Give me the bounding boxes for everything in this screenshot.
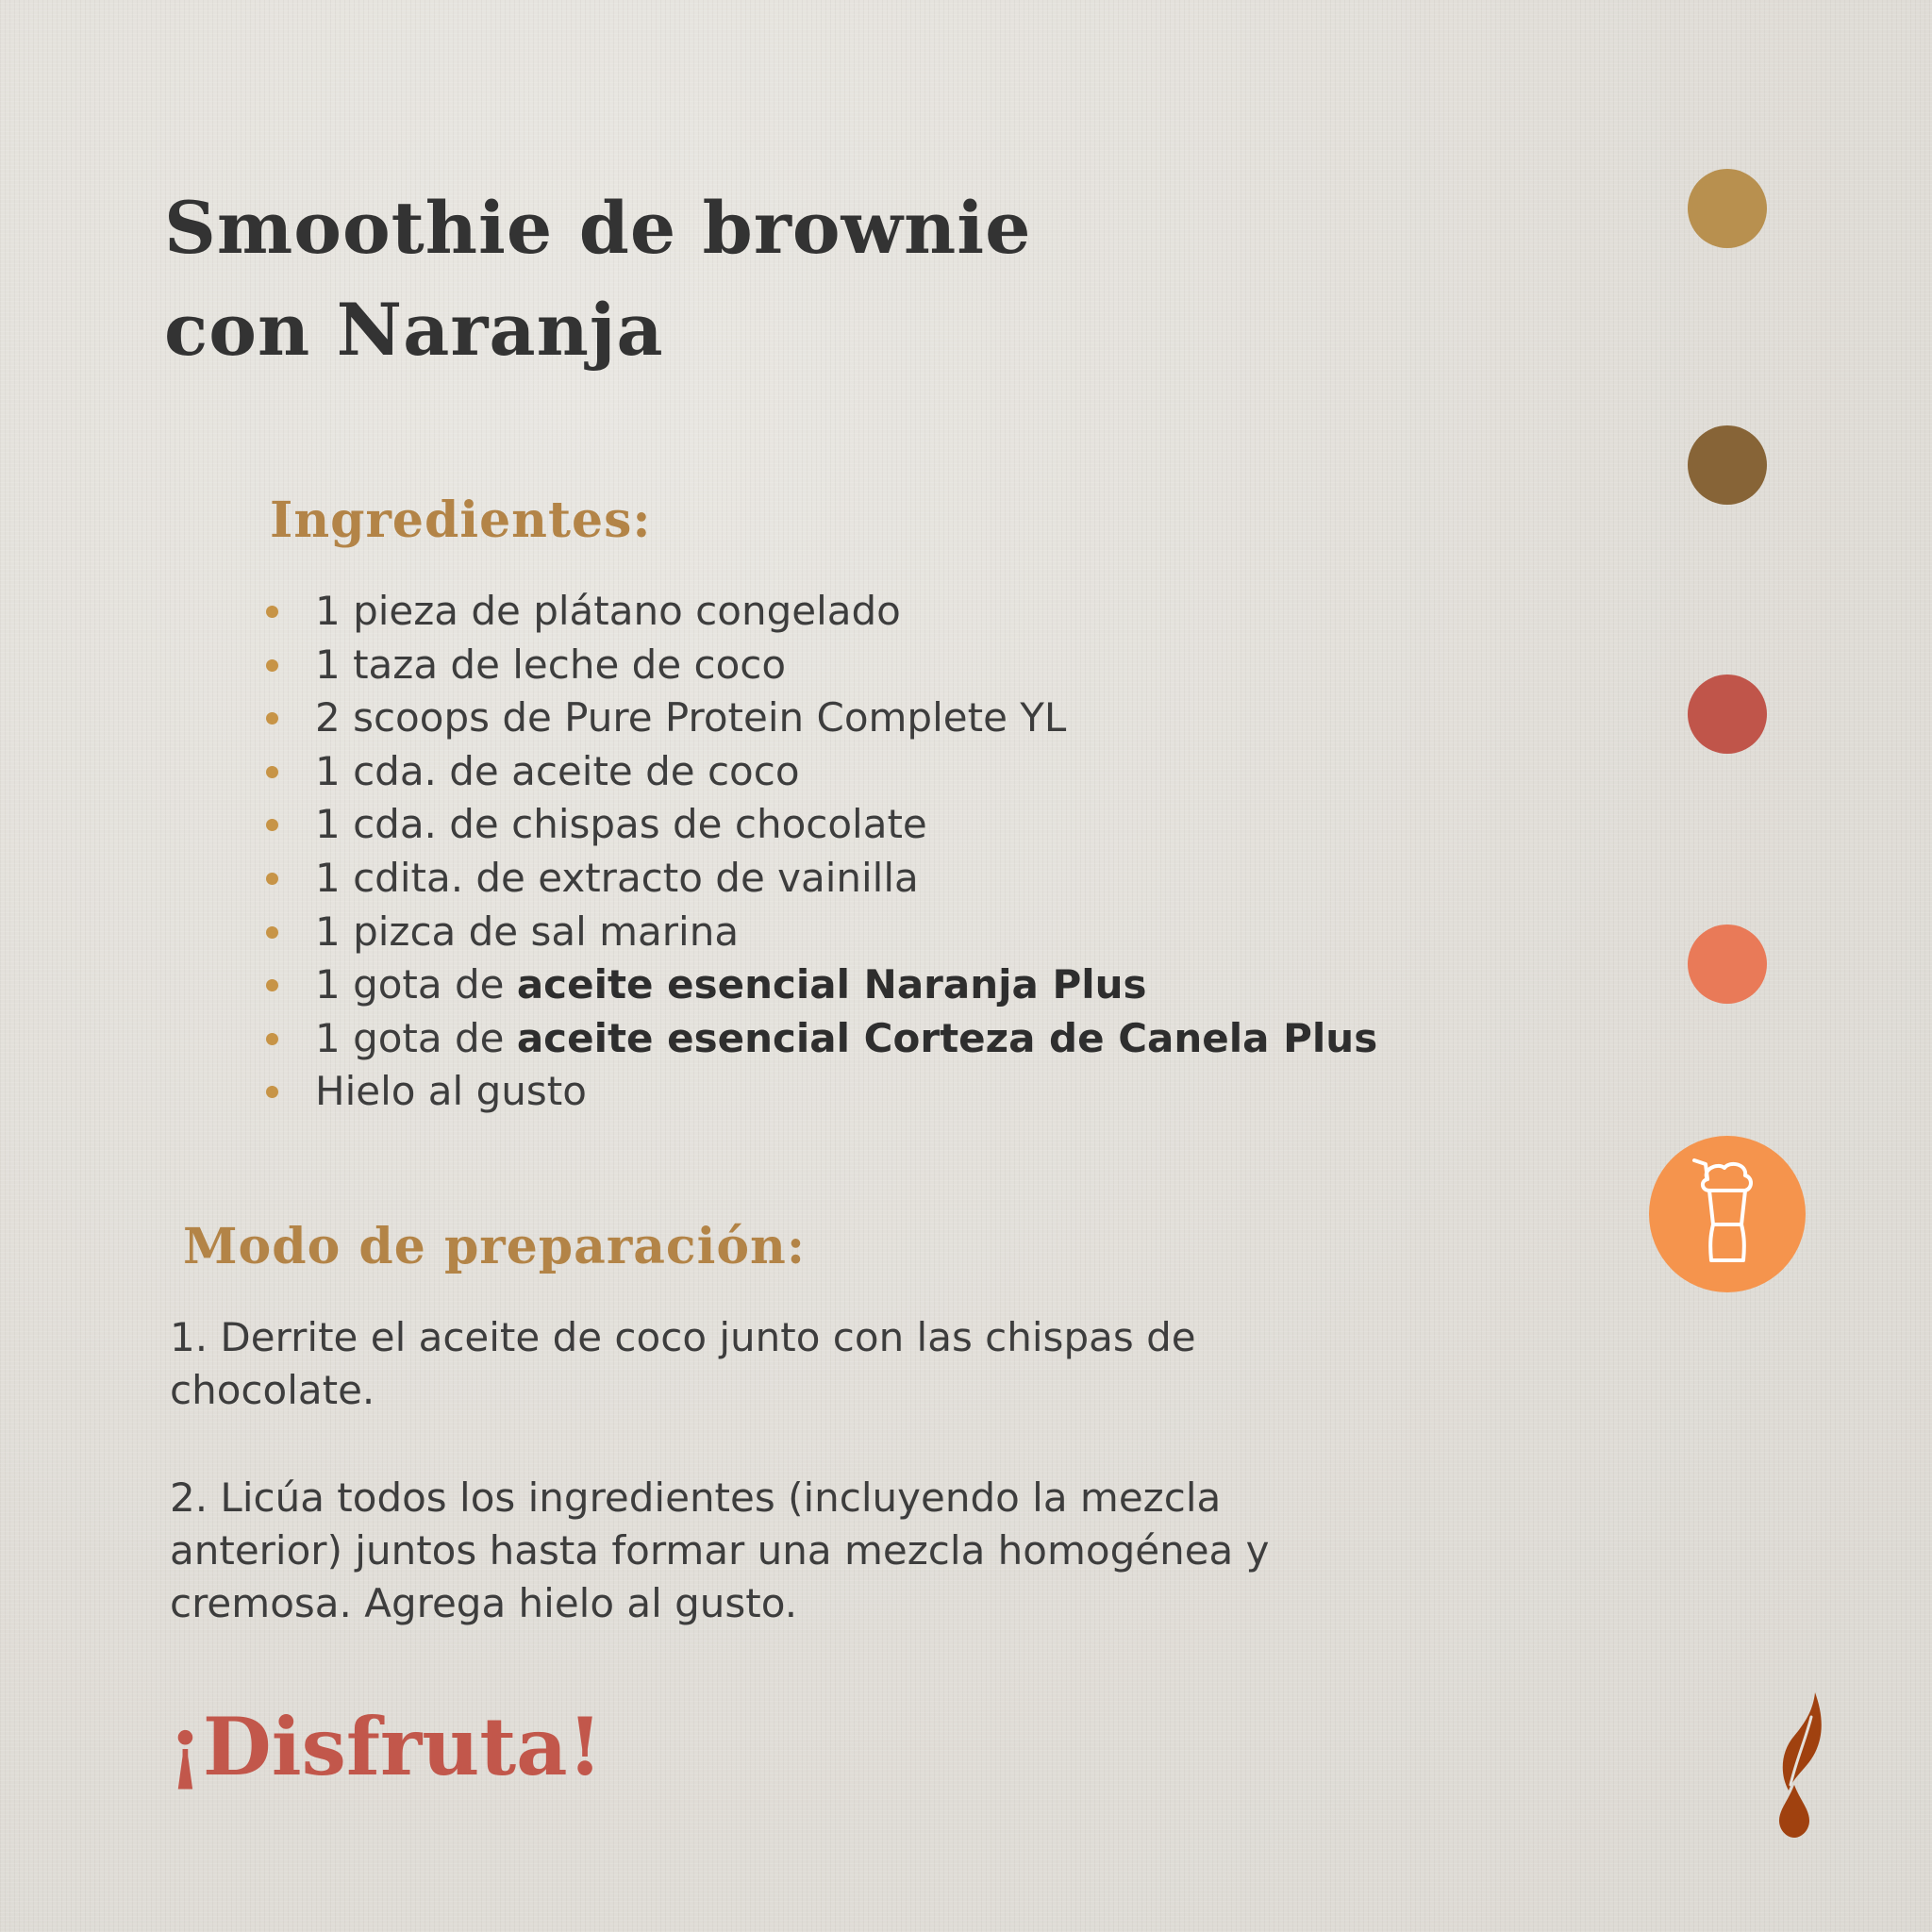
bullet-icon (266, 873, 278, 885)
ingredients-heading: Ingredientes: (270, 491, 652, 549)
ingredient-item (264, 906, 1434, 959)
ingredient-text: 1 pieza de plátano congelado (315, 588, 901, 634)
ingredient-item (264, 1065, 1434, 1119)
logo-leaf (1783, 1692, 1822, 1790)
bullet-icon (266, 979, 278, 991)
ingredient-text: 1 pizca de sal marina (315, 908, 740, 955)
ingredient-text: 1 taza de leche de coco (315, 641, 787, 688)
ingredient-text: 1 gota de (315, 961, 517, 1008)
ingredient-item (264, 745, 1434, 799)
ingredient-item (264, 852, 1434, 906)
smoothie-badge (1649, 1136, 1806, 1292)
closing-message: ¡Disfruta! (168, 1700, 603, 1793)
ingredient-item (264, 798, 1434, 852)
ingredient-item (264, 585, 1434, 639)
bullet-icon (266, 712, 278, 724)
color-dot-coral (1688, 924, 1767, 1004)
bullet-icon (266, 926, 278, 939)
ingredient-item (264, 1012, 1434, 1066)
recipe-title-line-2: con Naranja (164, 288, 664, 372)
bullet-icon (266, 606, 278, 618)
ingredient-product: aceite esencial Naranja Plus (516, 961, 1147, 1008)
recipe-title (164, 177, 1031, 381)
method-step-2: 2. Licúa todos los ingredientes (incluyendo la mezcla anterior) juntos hasta formar una mezcla homogénea y cremosa. Agrega hielo al gusto. (170, 1474, 1270, 1626)
recipe-title-line-1: Smoothie de brownie (164, 186, 1032, 270)
ingredient-text: 1 cda. de chispas de chocolate (315, 801, 927, 848)
ingredient-text: 1 cda. de aceite de coco (315, 747, 800, 794)
logo-drop (1779, 1785, 1809, 1838)
ingredient-text: 1 cdita. de extracto de vainilla (315, 854, 919, 901)
bullet-icon (266, 819, 278, 831)
drop-leaf-logo-icon (1766, 1690, 1832, 1840)
ingredient-item (264, 958, 1434, 1012)
ingredient-list (264, 585, 1434, 1119)
bullet-icon (266, 659, 278, 672)
method-step-1: 1. Derrite el aceite de coco junto con las chispas de chocolate. (170, 1314, 1196, 1413)
method-heading: Modo de preparación: (183, 1218, 807, 1275)
ingredient-product: aceite esencial Corteza de Canela Plus (516, 1014, 1378, 1061)
ingredient-text: Hielo al gusto (315, 1068, 587, 1115)
bullet-icon (266, 1086, 278, 1098)
color-dot-red (1688, 675, 1767, 754)
bullet-icon (266, 766, 278, 778)
color-dot-brown (1688, 425, 1767, 505)
ingredient-text: 2 scoops de Pure Protein Complete YL (315, 694, 1067, 741)
smoothie-glass-icon (1649, 1136, 1806, 1292)
ingredient-item (264, 691, 1434, 745)
bullet-icon (266, 1033, 278, 1045)
ingredient-item (264, 639, 1434, 692)
ingredient-text: 1 gota de (315, 1014, 517, 1061)
color-dot-gold (1688, 169, 1767, 248)
